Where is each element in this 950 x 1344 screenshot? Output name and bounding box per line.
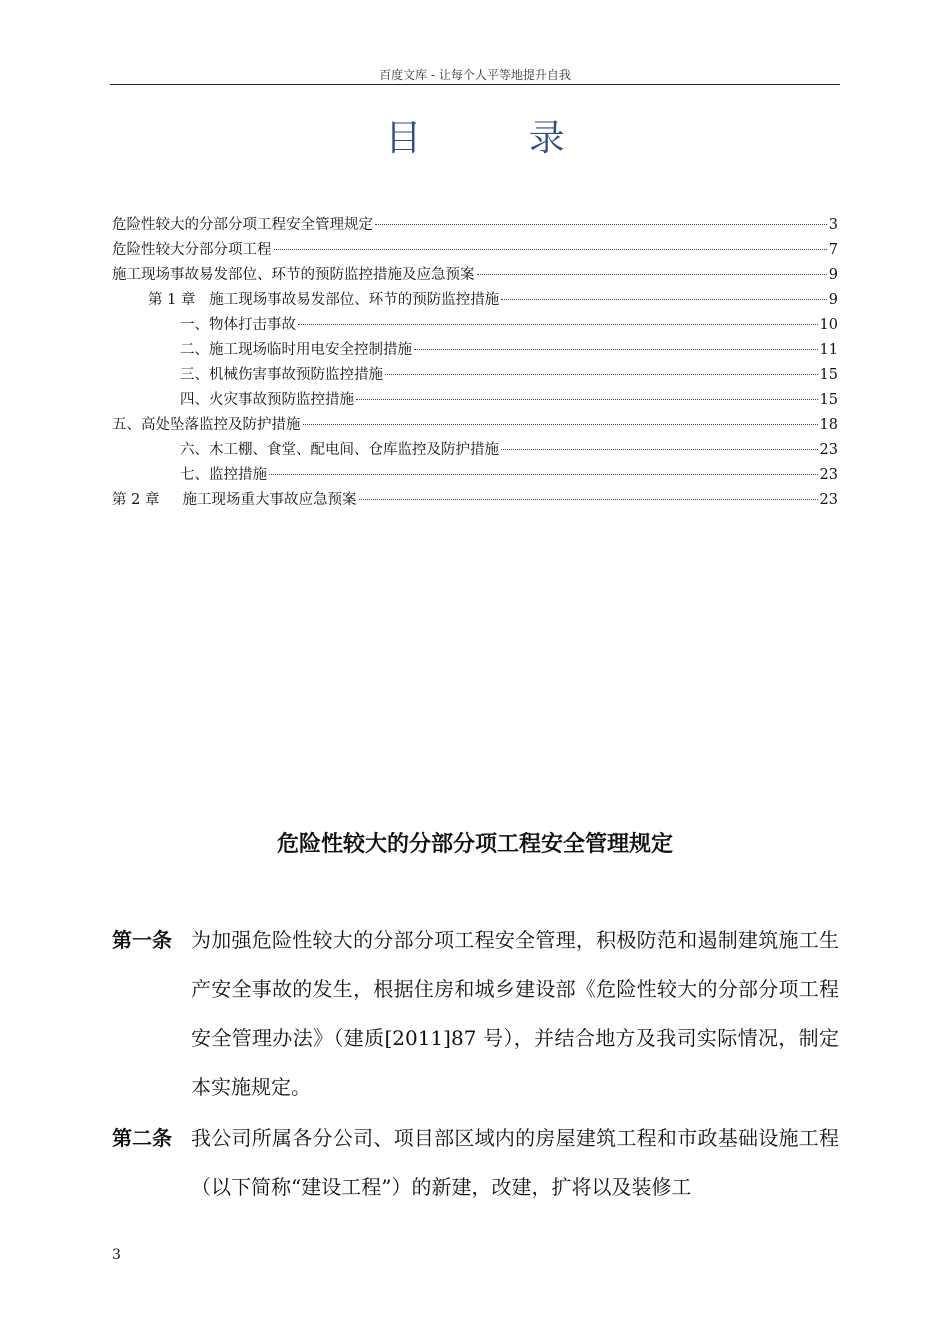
toc-leader-dots (414, 349, 818, 350)
toc-entry[interactable] (112, 388, 838, 413)
toc-leader-dots (501, 449, 818, 450)
toc-entry-text: 二、施工现场临时用电安全控制措施 (180, 342, 412, 358)
toc-leader-dots (375, 224, 827, 225)
toc-entry-text: 危险性较大分部分项工程 (112, 242, 272, 258)
toc-entry[interactable] (112, 213, 838, 238)
toc-entry-page: 15 (819, 392, 838, 408)
toc-leader-dots (477, 274, 827, 275)
toc-title: 目 录 (385, 118, 613, 159)
toc-leader-dots (274, 249, 827, 250)
page-number: 3 (112, 1247, 121, 1263)
toc-entry-page: 9 (828, 292, 838, 308)
toc-entry-text: 第 1 章 施工现场事故易发部位、环节的预防监控措施 (148, 292, 500, 308)
toc-entry-page: 18 (819, 417, 838, 433)
toc-entry-text: 六、木工棚、食堂、配电间、仓库监控及防护措施 (180, 442, 499, 458)
toc-leader-dots (303, 424, 818, 425)
toc-entry-text: 四、火灾事故预防监控措施 (180, 392, 354, 408)
article (112, 916, 842, 1112)
toc-entry-text: 第 2 章 施工现场重大事故应急预案 (112, 492, 357, 508)
header-divider (110, 84, 840, 85)
page-header: 百度文库 - 让每个人平等地提升自我 (379, 68, 571, 82)
toc-leader-dots (359, 499, 818, 500)
toc-entry[interactable] (112, 413, 838, 438)
toc-entry-page: 23 (819, 492, 838, 508)
article-label: 第二条 (112, 1126, 172, 1150)
toc-entry-text: 三、机械伤害事故预防监控措施 (180, 367, 383, 383)
toc-entry[interactable] (112, 238, 838, 263)
toc-entry-text: 一、物体打击事故 (180, 317, 296, 333)
toc-leader-dots (269, 474, 818, 475)
toc-entry-page: 9 (828, 267, 838, 283)
toc-entry[interactable] (112, 338, 838, 363)
toc-leader-dots (298, 324, 818, 325)
toc-entry-page: 23 (819, 467, 838, 483)
toc-entry-page: 11 (819, 342, 838, 358)
toc-entry-text: 五、高处坠落监控及防护措施 (112, 417, 301, 433)
toc-entry[interactable] (112, 263, 838, 288)
toc-entry[interactable] (112, 438, 838, 463)
toc-entry-text: 施工现场事故易发部位、环节的预防监控措施及应急预案 (112, 267, 475, 283)
article-body: 为加强危险性较大的分部分项工程安全管理，积极防范和遏制建筑施工生产安全事故的发生，根据住房和城乡建设部《危险性较大的分部分项工程安全管理办法》（建质[2011]87 号），并结合地方及我司实际情况，制定本实施规定。 (191, 928, 839, 1099)
toc-entry-page: 7 (828, 242, 838, 258)
toc-entry[interactable] (112, 288, 838, 313)
toc-entry[interactable] (112, 363, 838, 388)
toc-leader-dots (385, 374, 818, 375)
article-body: 我公司所属各分公司、项目部区域内的房屋建筑工程和市政基础设施工程（以下简称“建设工程”）的新建，改建，扩将以及装修工 (191, 1126, 839, 1199)
article (112, 1114, 842, 1212)
toc-entry[interactable] (112, 488, 838, 513)
article-label: 第一条 (112, 928, 172, 952)
toc-entry-text: 危险性较大的分部分项工程安全管理规定 (112, 217, 373, 233)
toc-entry-page: 3 (828, 217, 838, 233)
section-title: 危险性较大的分部分项工程安全管理规定 (276, 832, 673, 857)
toc-entry-page: 15 (819, 367, 838, 383)
toc-entry-text: 七、监控措施 (180, 467, 267, 483)
table-of-contents (112, 213, 838, 513)
toc-entry-page: 10 (819, 317, 838, 333)
toc-entry-page: 23 (819, 442, 838, 458)
toc-leader-dots (501, 299, 826, 300)
toc-entry[interactable] (112, 463, 838, 488)
toc-entry[interactable] (112, 313, 838, 338)
toc-leader-dots (356, 399, 818, 400)
